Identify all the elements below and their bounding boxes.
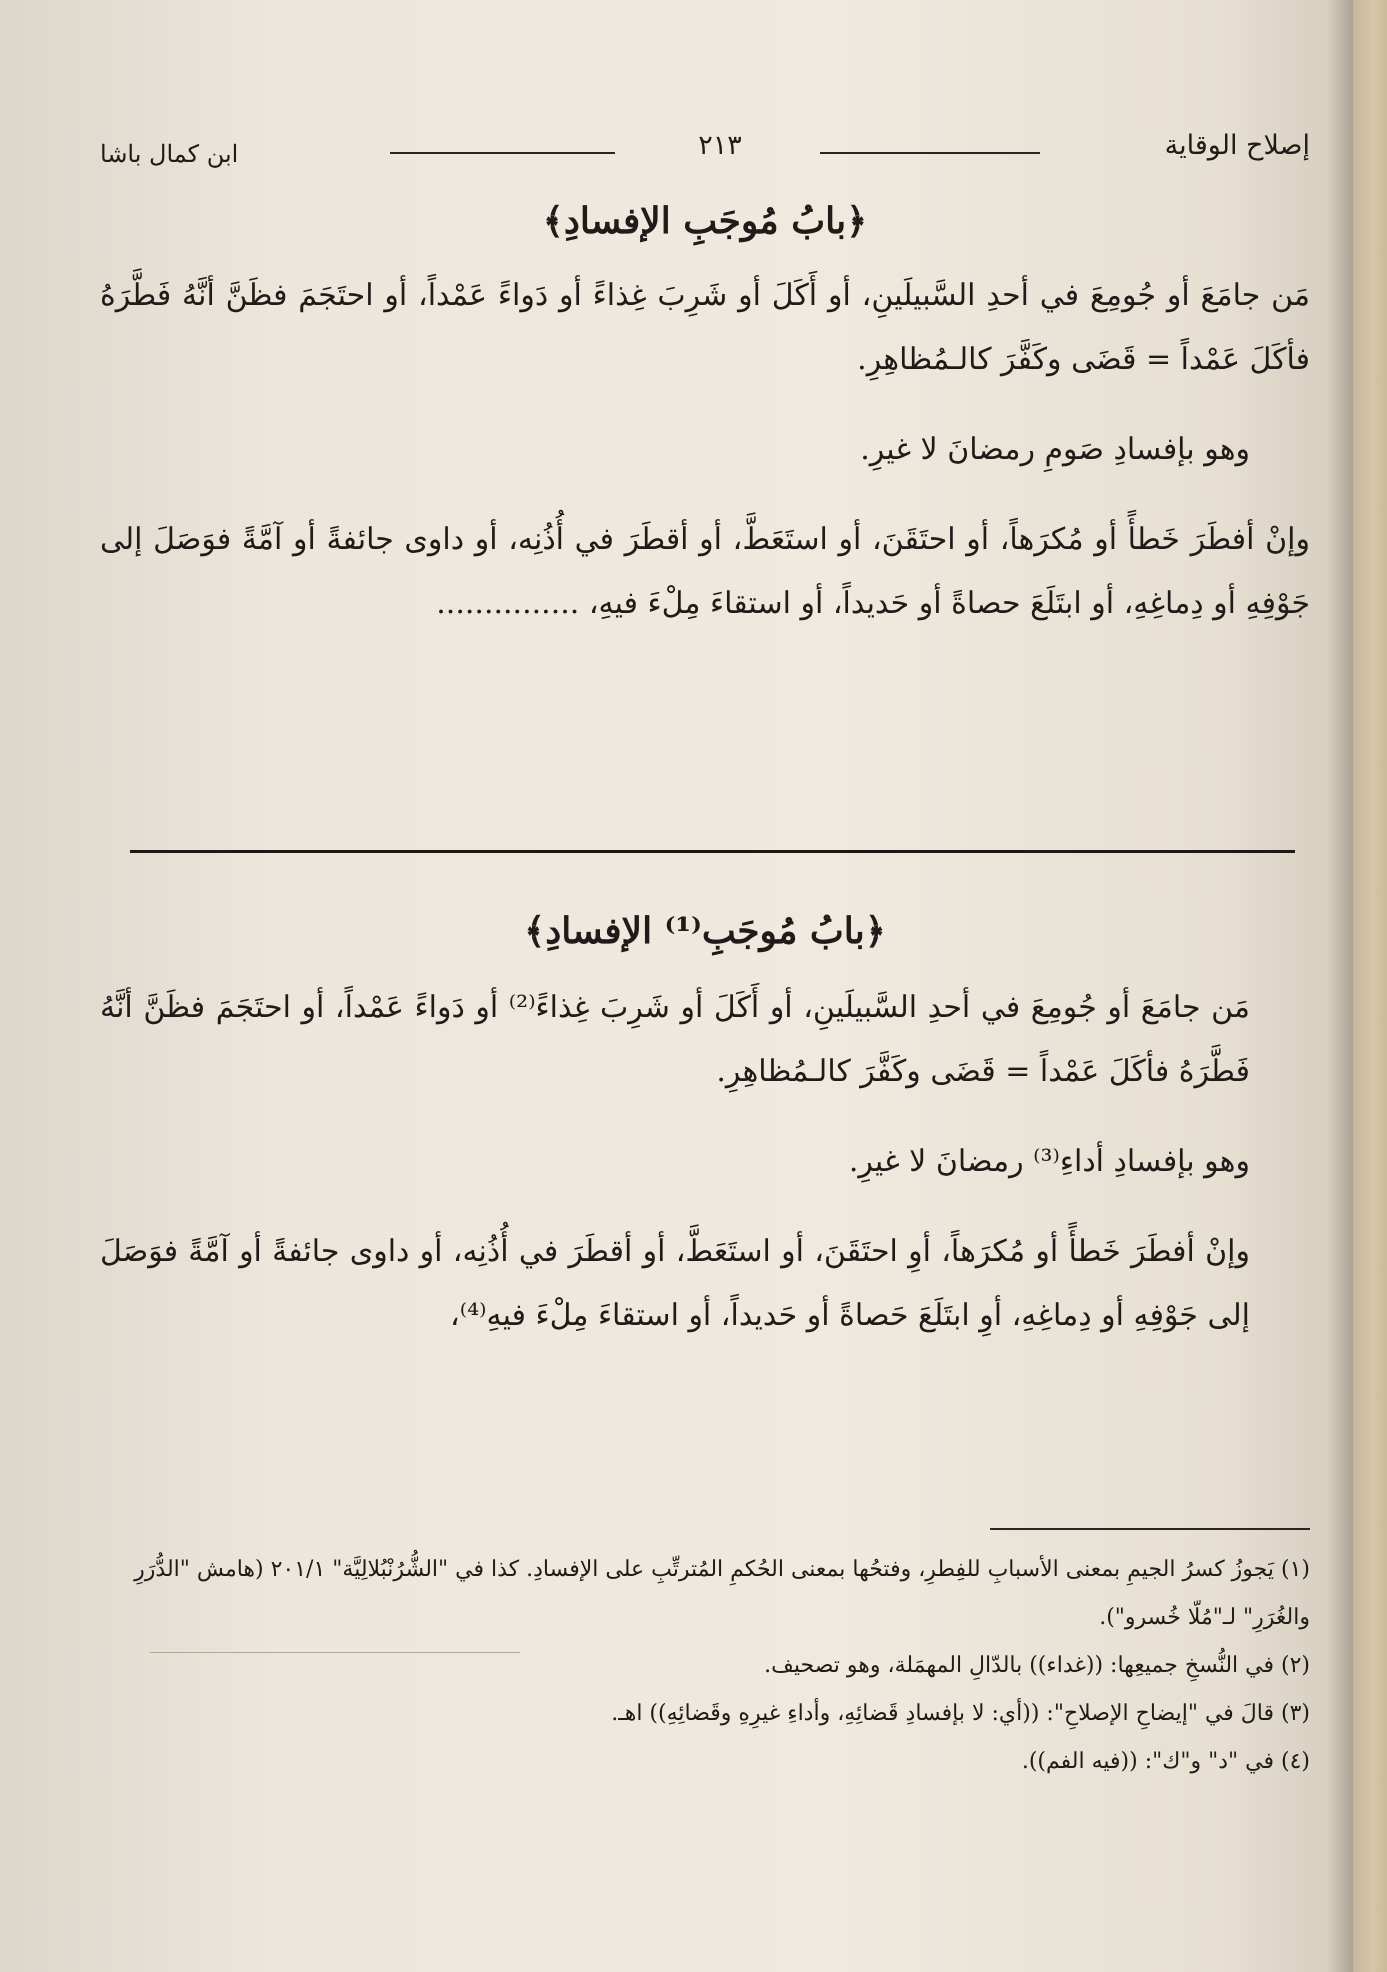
header-rule-left [390, 152, 615, 154]
footnotes [100, 1546, 1310, 1786]
paragraph: وإنْ أفطَرَ خَطأً أو مُكرَهاً، أوِ احتَقَنَ، أو استَعَطَّ، أو أقطَرَ في أُذُنِه، أو داوى جائفةً أو آمَّةً فوَصَلَ إلى جَوْفِهِ أو دِماغِهِ، أوِ ابتَلَعَ حَصاةً أو حَديداً، أو استقاءَ مِلْءَ فيهِ⁽⁴⁾، [100, 1234, 1250, 1333]
section-original-text [100, 200, 1310, 636]
footnote-3: (٣) قالَ في "إيضاحِ الإصلاحِ": ((أي: لا بإفسادِ قَضائِهِ، وأداءِ غيرِهِ وقَضائِهِ)) اهـ. [611, 1701, 1310, 1726]
section-title: ﴿بابُ مُوجَبِ الإفسادِ﴾ [542, 200, 868, 242]
running-head [100, 130, 1310, 180]
footnote-2: (٢) في النُّسخِ جميعِها: ((غداء)) بالدّالِ المهمَلة، وهو تصحيف. [764, 1653, 1310, 1678]
section-edited-text [100, 910, 1310, 1348]
paragraph: مَن جامَعَ أو جُومِعَ في أحدِ السَّبيلَينِ، أو أَكَلَ أو شَرِبَ غِذاءً⁽²⁾ أو دَواءً عَمْداً، أو احتَجَمَ فظَنَّ أنَّهُ فَطَّرَهُ فأكَلَ عَمْداً = قَضَى وكَفَّرَ كالـمُظاهِرِ. [100, 990, 1251, 1089]
adjacent-page-edge [1353, 0, 1387, 1972]
footnote-rule [990, 1528, 1310, 1530]
paragraph: مَن جامَعَ أو جُومِعَ في أحدِ السَّبيلَينِ، أو أَكَلَ أو شَرِبَ غِذاءً أو دَواءً عَمْداً، أو احتَجَمَ فظَنَّ أنَّهُ فَطَّرَهُ فأكَلَ عَمْداً = قَضَى وكَفَّرَ كالـمُظاهِرِ. [100, 278, 1310, 377]
header-rule-right [820, 152, 1040, 154]
book-title: إصلاح الوقاية [1164, 130, 1310, 161]
footnote-1: (١) يَجوزُ كسرُ الجيمِ بمعنى الأسبابِ للفِطرِ، وفتحُها بمعنى الحُكمِ المُترتِّبِ على الإفسادِ. كذا في "الشُّرُنْبُلالِيَّة" ٢٠١/١ (هامش "الدُّرَرِ والغُرَرِ" لـ"مُلّا خُسرو"). [134, 1557, 1310, 1630]
page-number: ٢١٣ [698, 130, 742, 161]
section-divider [130, 850, 1295, 853]
paragraph: وهو بإفسادِ صَومِ رمضانَ لا غيرِ. [860, 432, 1250, 467]
paragraph: وإنْ أفطَرَ خَطأً أو مُكرَهاً، أو احتَقَنَ، أو استَعَطَّ، أو أقطَرَ في أُذُنِه، أو داوى جائفةً أو آمَّةً فوَصَلَ إلى جَوْفِهِ أو دِماغِهِ، أو ابتَلَعَ حصاةً أو حَديداً، أو استقاءَ مِلْءَ فيهِ، ............... [100, 522, 1310, 621]
section-title: ﴿بابُ مُوجَبِ⁽¹⁾ الإفسادِ﴾ [524, 910, 886, 952]
footnote-4: (٤) في "د" و"ك": ((فيه الفم)). [1021, 1749, 1310, 1774]
book-page [100, 110, 1310, 1950]
author-name: ابن كمال باشا [100, 140, 239, 168]
paragraph: وهو بإفسادِ أداءِ⁽³⁾ رمضانَ لا غيرِ. [848, 1144, 1250, 1179]
